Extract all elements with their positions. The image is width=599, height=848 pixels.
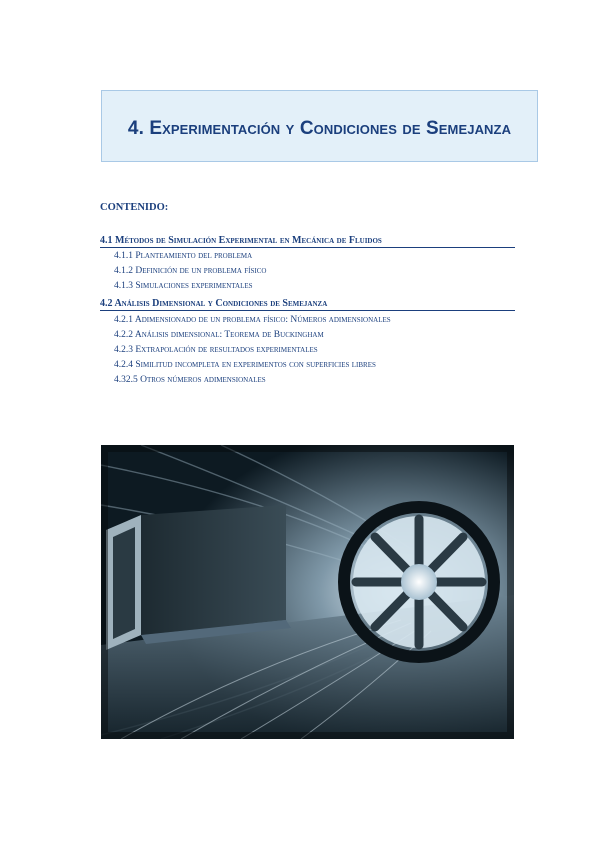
section-title[interactable]: 4.1 Métodos de Simulación Experimental en Mecánica de Fluidos [100, 235, 382, 246]
toc-item-4-2-4[interactable]: 4.2.4 Similitud incompleta en experimentos con superficies libres [114, 360, 376, 370]
toc-item-4-2-2[interactable]: 4.2.2 Análisis dimensional: Teorema de Buckingham [114, 330, 324, 340]
toc-item-4-1-1[interactable]: 4.1.1 Planteamiento del problema [114, 251, 253, 261]
toc-item-4-1-3[interactable]: 4.1.3 Simulaciones experimentales [114, 281, 253, 291]
toc-item-4-1-2[interactable]: 4.1.2 Definición de un problema físico [114, 266, 267, 276]
section-title[interactable]: 4.2 Análisis Dimensional y Condiciones de Semejanza [100, 298, 328, 309]
toc-item-4-2-1[interactable]: 4.2.1 Adimensionado de un problema físico: Números adimensionales [114, 315, 391, 325]
toc-item-4-2-5[interactable]: 4.32.5 Otros números adimensionales [114, 375, 266, 385]
toc-item-4-2-3[interactable]: 4.2.3 Extrapolación de resultados experimentales [114, 345, 318, 355]
page-title: 4. Experimentación y Condiciones de Semejanza [127, 118, 512, 139]
title-box [101, 90, 538, 162]
contents-label: CONTENIDO: [100, 202, 169, 213]
section-heading-4-2[interactable] [100, 298, 515, 311]
wind-tunnel-photo [101, 445, 514, 739]
section-heading-4-1[interactable] [100, 235, 515, 248]
